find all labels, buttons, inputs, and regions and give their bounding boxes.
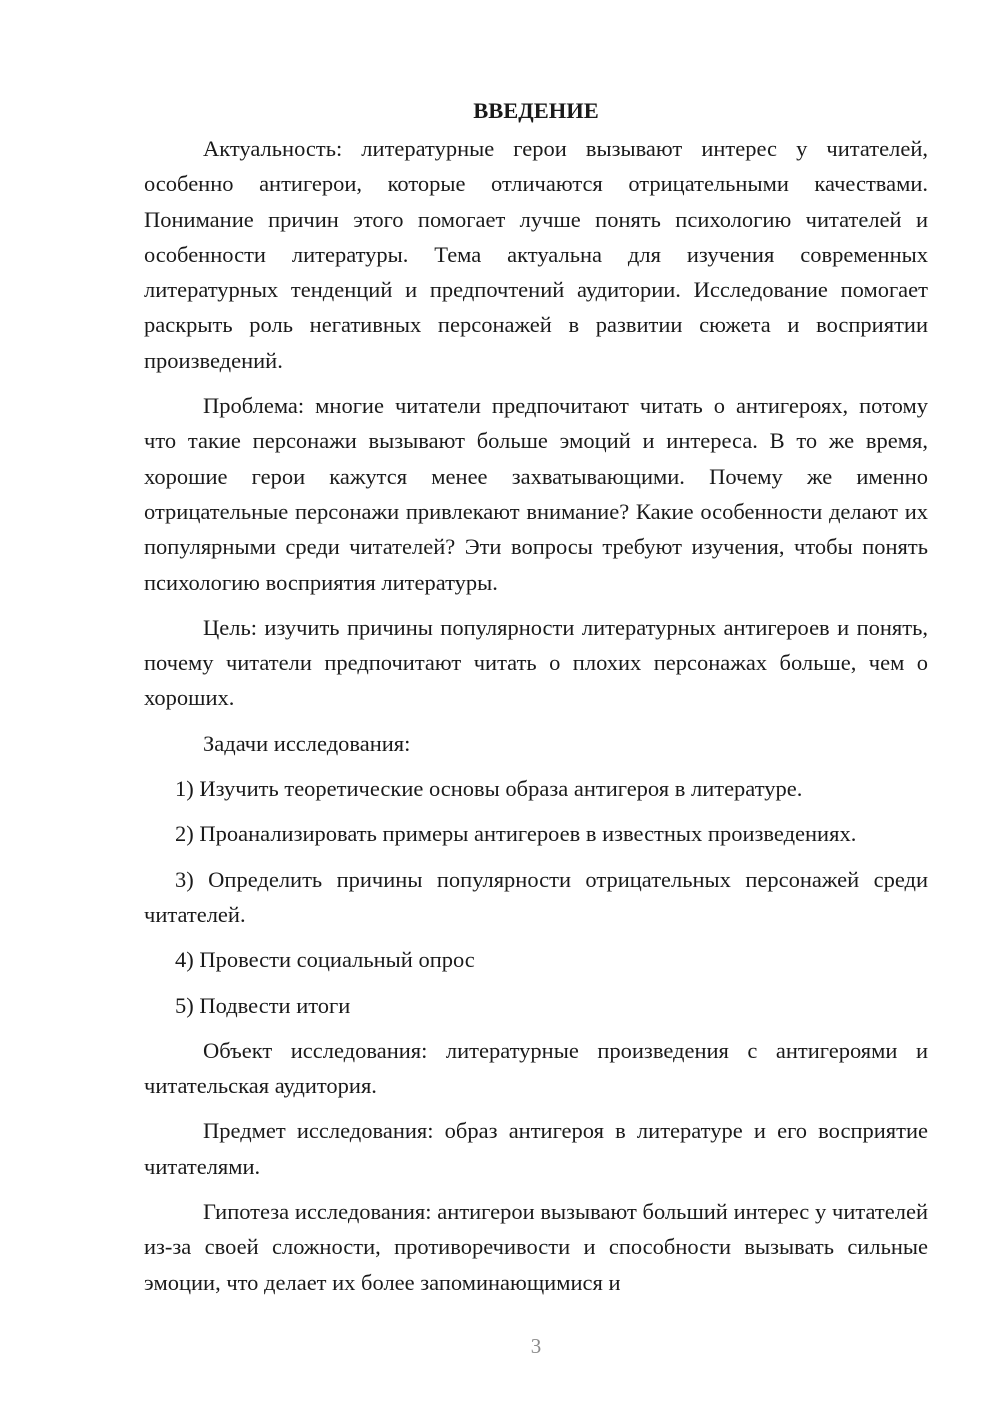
task-item-2: 2) Проанализировать примеры антигероев в известных произведениях.	[175, 821, 857, 847]
task-item-1: 1) Изучить теоретические основы образа антигероя в литературе.	[175, 776, 803, 802]
paragraph-subject: Предмет исследования: образ антигероя в литературе и его восприятие читателями.	[144, 1118, 928, 1179]
page-number: 3	[530, 1334, 542, 1358]
page-content	[144, 93, 928, 1310]
task-item-3: 3) Определить причины популярности отрицательных персонажей среди читателей.	[144, 866, 928, 927]
paragraph-object: Объект исследования: литературные произведения с антигероями и читательская аудитория.	[144, 1037, 928, 1099]
paragraph-problem: Проблема: многие читатели предпочитают читать о антигероях, потому что такие персонажи вызывают больше эмоций и интереса. В то же время, хорошие герои кажутся менее захватывающими. Почему же именно отрицательные персонажи привлекают внимание? Какие особенности делают их популярными среди читателей? Эти вопросы требуют изучения, чтобы понять психологию восприятия литературы.	[144, 393, 928, 595]
paragraph-relevance: Актуальность: литературные герои вызывают интерес у читателей, особенно антигерои, которые отличаются отрицательными качествами. Понимание причин этого помогает лучше понять психологию читателей и особенности литературы. Тема актуальна для изучения современных литературных тенденций и предпочтений аудитории. Исследование помогает раскрыть роль негативных персонажей в развитии сюжета и восприятии произведений.	[144, 136, 928, 373]
paragraph-goal: Цель: изучить причины популярности литературных антигероев и понять, почему читатели предпочитают читать о плохих персонажах больше, чем о хороших.	[144, 614, 928, 711]
tasks-heading: Задачи исследования:	[203, 730, 411, 756]
task-item-4: 4) Провести социальный опрос	[175, 947, 475, 973]
paragraph-hypothesis: Гипотеза исследования: антигерои вызывают больший интерес у читателей из-за своей сложности, противоречивости и способности вызывать сильные эмоции, что делает их более запоминающимися и	[144, 1199, 928, 1295]
task-item-5: 5) Подвести итоги	[175, 992, 351, 1018]
section-title: ВВЕДЕНИЕ	[473, 98, 599, 123]
